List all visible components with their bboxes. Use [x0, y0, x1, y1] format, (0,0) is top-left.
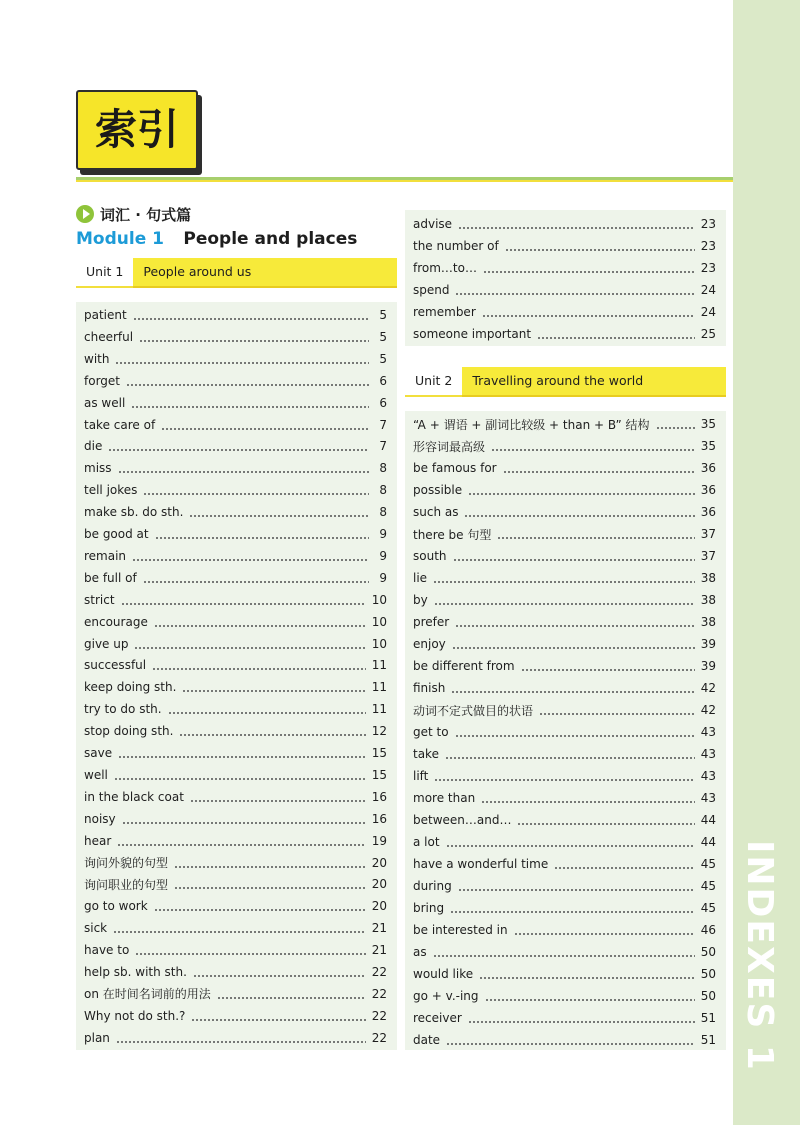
- unit-label: Unit 2: [405, 367, 462, 397]
- dot-leader: [481, 787, 695, 809]
- entry-page: 7: [379, 439, 387, 454]
- dot-leader: [132, 545, 369, 567]
- index-entry: [84, 479, 387, 501]
- dot-leader: [434, 765, 694, 787]
- unit-banner-1: [76, 259, 397, 287]
- entry-page: 10: [371, 592, 387, 607]
- entry-page: 7: [379, 417, 387, 432]
- dot-leader: [179, 720, 365, 742]
- entry-page: 20: [371, 899, 387, 914]
- entry-page: 22: [371, 986, 387, 1001]
- dot-leader: [115, 348, 369, 370]
- entry-term: Why not do sth.?: [84, 1008, 186, 1023]
- entry-term: with: [84, 351, 110, 366]
- index-list-left: [76, 302, 397, 1050]
- entry-page: 10: [371, 614, 387, 629]
- entry-term: date: [413, 1033, 441, 1047]
- index-entry: [84, 764, 387, 786]
- index-entry: [84, 720, 387, 742]
- entry-term: well: [84, 767, 108, 782]
- dot-leader: [468, 479, 695, 501]
- entry-term: 询问外貌的句型: [84, 856, 169, 870]
- dot-leader: [154, 895, 366, 917]
- entry-term: help sb. with sth.: [84, 965, 187, 979]
- entry-page: 38: [700, 571, 716, 585]
- entry-term: try to do sth.: [84, 702, 162, 717]
- index-entry: [84, 611, 387, 633]
- dot-leader: [521, 655, 695, 677]
- index-entry: [84, 523, 387, 545]
- entry-page: 44: [700, 813, 716, 827]
- module-number: Module 1: [76, 229, 164, 249]
- dot-leader: [479, 963, 695, 985]
- entry-page: 42: [700, 681, 716, 695]
- unit-label: Unit 1: [76, 258, 133, 288]
- entry-term: from…to…: [413, 261, 477, 275]
- dot-leader: [189, 501, 369, 523]
- dot-leader: [450, 897, 695, 919]
- entry-page: 37: [700, 527, 716, 541]
- dot-leader: [174, 873, 366, 895]
- entry-page: 20: [371, 877, 387, 892]
- entry-page: 16: [371, 811, 387, 826]
- entry-term: save: [84, 746, 113, 760]
- index-entry: [84, 457, 387, 479]
- index-entry: [413, 875, 716, 897]
- entry-page: 43: [700, 791, 716, 805]
- index-list-right-top: [405, 210, 726, 346]
- header-rule-accent: [76, 180, 733, 182]
- index-entry: [413, 699, 716, 721]
- entry-page: 44: [700, 835, 716, 849]
- index-entry: [413, 765, 716, 787]
- dot-leader: [193, 961, 366, 983]
- entry-term: the number of: [413, 239, 499, 253]
- entry-page: 6: [379, 373, 387, 388]
- index-entry: [413, 963, 716, 985]
- entry-page: 11: [371, 680, 387, 695]
- entry-term: advise: [413, 217, 453, 231]
- dot-leader: [483, 257, 695, 279]
- entry-term: remember: [413, 305, 476, 319]
- unit-topic: People around us: [133, 258, 397, 288]
- index-entry: [84, 1005, 387, 1027]
- entry-page: 8: [379, 483, 387, 498]
- entry-term: patient: [84, 308, 127, 322]
- index-entry: [84, 1027, 387, 1049]
- entry-term: die: [84, 439, 103, 454]
- entry-page: 22: [371, 1030, 387, 1045]
- entry-term: 动词不定式做目的状语: [413, 703, 534, 718]
- entry-term: possible: [413, 483, 463, 497]
- unit-topic: Travelling around the world: [462, 367, 726, 397]
- dot-leader: [446, 1029, 695, 1051]
- dot-leader: [455, 279, 694, 301]
- dot-leader: [503, 457, 695, 479]
- index-entry: [413, 721, 716, 743]
- entry-page: 50: [700, 967, 716, 981]
- entry-term: noisy: [84, 811, 116, 826]
- entry-page: 35: [700, 417, 716, 431]
- dot-leader: [131, 392, 369, 414]
- entry-term: between…and…: [413, 813, 512, 827]
- index-entry: [84, 348, 387, 370]
- entry-term: prefer: [413, 615, 450, 629]
- dot-leader: [433, 567, 695, 589]
- dot-leader: [505, 235, 695, 257]
- entry-page: 5: [379, 308, 387, 322]
- entry-term: lift: [413, 769, 429, 783]
- entry-page: 42: [700, 703, 716, 717]
- entry-term: go + v.-ing: [413, 989, 479, 1003]
- index-entry: [413, 831, 716, 853]
- index-entry: [84, 545, 387, 567]
- title-box: [76, 90, 198, 170]
- entry-term: strict: [84, 592, 115, 607]
- entry-term: remain: [84, 548, 127, 563]
- index-entry: [84, 326, 387, 348]
- dot-leader: [154, 611, 366, 633]
- entry-term: as: [413, 945, 427, 959]
- index-entry: [84, 370, 387, 392]
- entry-page: 43: [700, 769, 716, 783]
- dot-leader: [143, 567, 369, 589]
- index-entry: [413, 235, 716, 257]
- entry-term: keep doing sth.: [84, 680, 177, 695]
- entry-page: 39: [700, 659, 716, 673]
- index-entry: [84, 392, 387, 414]
- entry-term: as well: [84, 395, 126, 410]
- entry-page: 24: [700, 305, 716, 319]
- entry-term: take: [413, 747, 439, 761]
- entry-page: 5: [379, 329, 387, 344]
- entry-page: 43: [700, 747, 716, 761]
- entry-page: 11: [371, 702, 387, 717]
- entry-page: 16: [371, 789, 387, 804]
- entry-term: by: [413, 593, 428, 607]
- entry-page: 46: [700, 923, 716, 937]
- dot-leader: [434, 589, 695, 611]
- entry-page: 51: [700, 1033, 716, 1047]
- entry-term: have to: [84, 943, 130, 958]
- entry-page: 22: [371, 965, 387, 979]
- index-entry: [84, 939, 387, 961]
- dot-leader: [182, 676, 365, 698]
- entry-page: 36: [700, 483, 716, 497]
- entry-page: 9: [379, 548, 387, 563]
- index-entry: [413, 787, 716, 809]
- dot-leader: [464, 501, 694, 523]
- entry-term: in the black coat: [84, 789, 184, 804]
- index-entry: [84, 676, 387, 698]
- dot-leader: [133, 304, 369, 326]
- entry-term: finish: [413, 681, 446, 695]
- dot-leader: [108, 435, 369, 457]
- dot-leader: [433, 941, 695, 963]
- entry-term: someone important: [413, 327, 532, 341]
- index-entry: [413, 655, 716, 677]
- index-entry: [84, 304, 387, 326]
- index-entry: [84, 633, 387, 655]
- dot-leader: [121, 589, 366, 611]
- entry-page: 23: [700, 261, 716, 275]
- dot-leader: [116, 1027, 366, 1049]
- entry-page: 39: [700, 637, 716, 651]
- entry-page: 51: [700, 1011, 716, 1025]
- dot-leader: [452, 633, 695, 655]
- unit-banner-2: [405, 368, 726, 396]
- entry-term: would like: [413, 967, 474, 981]
- entry-term: bring: [413, 901, 445, 915]
- entry-page: 38: [700, 593, 716, 607]
- index-entry: [84, 654, 387, 676]
- entry-term: have a wonderful time: [413, 857, 549, 871]
- index-entry: [413, 567, 716, 589]
- index-entry: [413, 213, 716, 235]
- entry-term: tell jokes: [84, 483, 138, 498]
- entry-term: forget: [84, 373, 120, 388]
- entry-term: receiver: [413, 1011, 462, 1025]
- entry-page: 11: [371, 658, 387, 673]
- dot-leader: [446, 831, 695, 853]
- entry-page: 24: [700, 283, 716, 297]
- index-entry: [413, 941, 716, 963]
- entry-page: 36: [700, 461, 716, 475]
- dot-leader: [190, 786, 366, 808]
- entry-term: take care of: [84, 417, 156, 432]
- index-entry: [413, 853, 716, 875]
- dot-leader: [485, 985, 695, 1007]
- index-entry: [413, 435, 716, 457]
- entry-page: 22: [371, 1008, 387, 1023]
- index-entry: [84, 786, 387, 808]
- dot-leader: [453, 545, 695, 567]
- entry-term: be good at: [84, 527, 149, 541]
- entry-page: 45: [700, 879, 716, 893]
- entry-term: miss: [84, 461, 112, 476]
- index-entry: [413, 743, 716, 765]
- dot-leader: [152, 654, 366, 676]
- index-entry: [84, 742, 387, 764]
- page-title: 索引: [94, 105, 179, 154]
- index-entry: [84, 961, 387, 983]
- entry-term: encourage: [84, 614, 148, 629]
- dot-leader: [656, 413, 695, 435]
- index-entry: [84, 895, 387, 917]
- module-heading: [76, 229, 357, 253]
- entry-page: 38: [700, 615, 716, 629]
- entry-term: enjoy: [413, 637, 446, 651]
- dot-leader: [491, 435, 695, 457]
- dot-leader: [168, 698, 366, 720]
- entry-term: be famous for: [413, 461, 497, 475]
- entry-term: “A + 谓语 + 副词比较级 + than + B” 结构: [413, 417, 650, 432]
- entry-page: 8: [379, 461, 387, 476]
- entry-page: 50: [700, 945, 716, 959]
- entry-term: there be 句型: [413, 527, 492, 542]
- entry-term: sick: [84, 921, 108, 936]
- dot-leader: [514, 919, 695, 941]
- index-entry: [84, 917, 387, 939]
- entry-page: 12: [371, 724, 387, 739]
- dot-leader: [458, 213, 695, 235]
- index-entry: [413, 279, 716, 301]
- index-entry: [84, 501, 387, 523]
- entry-page: 35: [700, 439, 716, 453]
- dot-leader: [537, 323, 695, 345]
- entry-page: 21: [371, 921, 387, 936]
- entry-page: 15: [371, 767, 387, 782]
- index-entry: [84, 852, 387, 874]
- entry-term: plan: [84, 1030, 110, 1045]
- entry-term: stop doing sth.: [84, 724, 174, 739]
- entry-page: 9: [379, 570, 387, 585]
- index-entry: [413, 677, 716, 699]
- dot-leader: [451, 677, 694, 699]
- entry-term: during: [413, 879, 452, 893]
- entry-page: 23: [700, 217, 716, 231]
- entry-term: lie: [413, 571, 428, 585]
- dot-leader: [468, 1007, 695, 1029]
- dot-leader: [191, 1005, 365, 1027]
- index-entry: [413, 545, 716, 567]
- entry-page: 19: [371, 833, 387, 848]
- index-entry: [84, 589, 387, 611]
- dot-leader: [161, 414, 369, 436]
- index-entry: [84, 567, 387, 589]
- index-entry: [413, 501, 716, 523]
- index-entry: [84, 873, 387, 895]
- dot-leader: [134, 633, 365, 655]
- entry-term: go to work: [84, 899, 148, 914]
- dot-leader: [122, 808, 366, 830]
- dot-leader: [155, 523, 369, 545]
- entry-page: 43: [700, 725, 716, 739]
- index-entry: [413, 897, 716, 919]
- entry-term: more than: [413, 791, 476, 805]
- index-entry: [84, 983, 387, 1005]
- dot-leader: [458, 875, 695, 897]
- entry-term: make sb. do sth.: [84, 505, 184, 520]
- entry-page: 6: [379, 395, 387, 410]
- entry-term: get to: [413, 725, 449, 739]
- dot-leader: [139, 326, 369, 348]
- index-entry: [413, 633, 716, 655]
- index-entry: [84, 414, 387, 436]
- entry-term: give up: [84, 636, 129, 651]
- entry-page: 10: [371, 636, 387, 651]
- entry-term: be interested in: [413, 923, 508, 937]
- index-entry: [84, 830, 387, 852]
- entry-page: 36: [700, 505, 716, 519]
- entry-page: 5: [379, 351, 387, 366]
- dot-leader: [117, 830, 365, 852]
- play-icon: [76, 205, 94, 223]
- index-entry: [413, 809, 716, 831]
- entry-term: be full of: [84, 570, 137, 585]
- entry-term: successful: [84, 658, 147, 673]
- entry-page: 20: [371, 855, 387, 870]
- entry-page: 25: [700, 327, 716, 341]
- entry-page: 37: [700, 549, 716, 563]
- entry-page: 45: [700, 857, 716, 871]
- index-entry: [413, 1029, 716, 1051]
- entry-term: cheerful: [84, 329, 134, 344]
- entry-term: be different from: [413, 659, 515, 673]
- dot-leader: [174, 852, 366, 874]
- dot-leader: [554, 853, 695, 875]
- entry-page: 23: [700, 239, 716, 253]
- entry-page: 45: [700, 901, 716, 915]
- index-entry: [413, 301, 716, 323]
- dot-leader: [118, 742, 366, 764]
- section-title: 词汇 · 句式篇: [100, 205, 192, 224]
- entry-term: south: [413, 549, 447, 563]
- entry-term: spend: [413, 283, 450, 297]
- dot-leader: [118, 457, 369, 479]
- index-entry: [413, 523, 716, 545]
- index-entry: [413, 257, 716, 279]
- entry-term: 询问职业的句型: [84, 877, 169, 892]
- dot-leader: [482, 301, 695, 323]
- index-entry: [413, 479, 716, 501]
- module-title: People and places: [183, 229, 358, 249]
- index-entry: [413, 323, 716, 345]
- dot-leader: [539, 699, 695, 721]
- entry-term: on 在时间名词前的用法: [84, 987, 211, 1002]
- index-entry: [413, 1007, 716, 1029]
- entry-page: 21: [371, 943, 387, 958]
- index-entry: [413, 985, 716, 1007]
- dot-leader: [445, 743, 695, 765]
- dot-leader: [517, 809, 694, 831]
- index-entry: [413, 919, 716, 941]
- dot-leader: [126, 370, 369, 392]
- entry-page: 8: [379, 505, 387, 520]
- entry-term: hear: [84, 833, 112, 848]
- dot-leader: [135, 939, 365, 961]
- entry-page: 9: [379, 527, 387, 541]
- index-entry: [84, 435, 387, 457]
- index-entry: [84, 698, 387, 720]
- section-heading: [76, 202, 191, 226]
- index-list-right-unit2: [405, 411, 726, 1050]
- dot-leader: [497, 523, 694, 545]
- entry-page: 50: [700, 989, 716, 1003]
- index-entry: [84, 808, 387, 830]
- entry-page: 15: [371, 746, 387, 760]
- entry-term: a lot: [413, 835, 440, 849]
- dot-leader: [455, 611, 695, 633]
- entry-term: 形容词最高级: [413, 439, 486, 454]
- side-label: INDEXES 1: [739, 840, 780, 1072]
- dot-leader: [113, 917, 366, 939]
- dot-leader: [114, 764, 366, 786]
- index-entry: [413, 611, 716, 633]
- dot-leader: [455, 721, 695, 743]
- dot-leader: [217, 983, 366, 1005]
- dot-leader: [143, 479, 369, 501]
- index-entry: [413, 457, 716, 479]
- index-entry: [413, 589, 716, 611]
- index-entry: [413, 413, 716, 435]
- entry-term: such as: [413, 505, 459, 519]
